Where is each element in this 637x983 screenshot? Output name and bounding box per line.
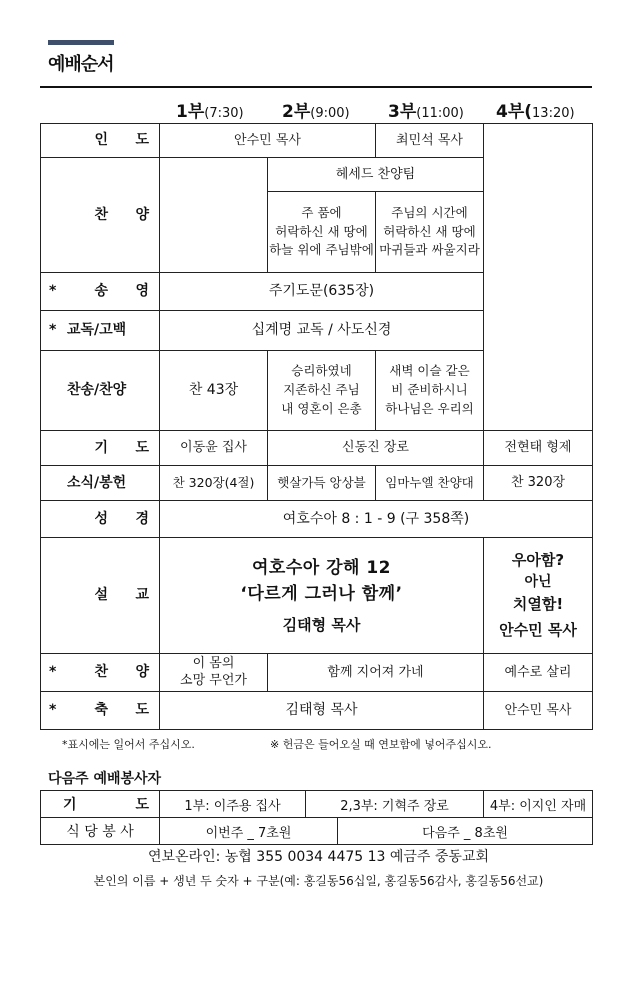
next-prayer-s1: 1부: 이주용 집사 [160, 791, 306, 818]
title-accent-bar [48, 40, 114, 45]
benediction-s4: 안수민 목사 [484, 692, 593, 730]
kitchen-this-week: 이번주 _ 7초원 [160, 818, 338, 845]
label-closing-hymn: * 찬 양 [41, 654, 160, 692]
page-title: 예배순서 [48, 54, 114, 75]
service-4-header: 4부(13:20) [496, 102, 575, 122]
worship-order-table [40, 123, 593, 730]
praise-team: 헤세드 찬양팀 [268, 158, 484, 192]
prayer-s1: 이동윤 집사 [160, 431, 268, 466]
offering-s4: 찬 320장 [484, 466, 593, 501]
scripture-value: 여호수아 8 : 1 - 9 (구 358쪽) [160, 501, 593, 538]
label-offering: 소식/봉헌 [41, 466, 160, 501]
hymn-s4-empty [484, 351, 593, 431]
row-hymn [41, 351, 593, 431]
row-scripture [41, 501, 593, 538]
row-offering [41, 466, 593, 501]
label-creed: * 교독/고백 [41, 311, 160, 351]
praise-song-s2: 주 품에 허락하신 새 땅에 하늘 위에 주님밖에 [268, 192, 376, 273]
note-stand: *표시에는 일어서 주십시오. [62, 738, 195, 751]
invocation-s3: 최민석 목사 [376, 124, 484, 158]
sermon-preacher: 김태형 목사 [282, 615, 361, 634]
prayer-s4: 전현태 형제 [484, 431, 593, 466]
sermon-title-1: 여호수아 강해 12 [251, 557, 392, 578]
offering-s2: 햇살가득 앙상블 [268, 466, 376, 501]
label-sermon: 설 교 [41, 538, 160, 654]
empty-cell-s4 [484, 124, 593, 351]
label-praise: 찬 양 [41, 158, 160, 273]
next-kitchen-row [41, 818, 593, 845]
closing-hymn-s23: 함께 지어져 가네 [268, 654, 484, 692]
row-invocation [41, 124, 593, 158]
next-week-title: 다음주 예배봉사자 [48, 771, 162, 787]
row-closing-hymn [41, 654, 593, 692]
label-invocation: 인 도 [41, 124, 160, 158]
label-doxology: * 송 영 [41, 273, 160, 311]
closing-hymn-s1: 이 몸의 소망 무언가 [160, 654, 268, 692]
service-2-header: 2부(9:00) [282, 102, 350, 122]
next-week-table [40, 790, 593, 845]
note-offering: ※ 헌금은 들어오실 때 연보함에 넣어주십시오. [270, 738, 492, 751]
praise-s1-empty [160, 158, 268, 273]
offering-s3: 임마누엘 찬양대 [376, 466, 484, 501]
hymn-s2: 승리하였네 지존하신 주님 내 영혼이 은총 [268, 351, 376, 431]
next-prayer-label: 기 도 [41, 791, 160, 818]
benediction-main: 김태형 목사 [160, 692, 484, 730]
creed-value: 십계명 교독 / 사도신경 [160, 311, 484, 351]
account-info: 연보온라인: 농협 355 0034 4475 13 예금주 중동교회 [148, 849, 489, 865]
sermon-s4: 우아함? 아닌 치열함! 안수민 목사 [484, 538, 593, 654]
prayer-s23: 신동진 장로 [268, 431, 484, 466]
row-prayer [41, 431, 593, 466]
label-scripture: 성 경 [41, 501, 160, 538]
next-prayer-s23: 2,3부: 기혁주 장로 [306, 791, 484, 818]
invocation-main: 안수민 목사 [160, 124, 376, 158]
account-instruction: 본인의 이름 + 생년 두 숫자 + 구분(예: 홍길동56십일, 홍길동56감사, 홍길동56선교) [93, 874, 544, 888]
row-sermon [41, 538, 593, 654]
service-3-header: 3부(11:00) [388, 102, 464, 122]
kitchen-label: 식 당 봉 사 [41, 818, 160, 845]
next-prayer-row [41, 791, 593, 818]
doxology-value: 주기도문(635장) [160, 273, 484, 311]
header-divider [40, 86, 592, 88]
service-1-header: 1부(7:30) [176, 102, 244, 122]
next-prayer-s4: 4부: 이지인 자매 [484, 791, 593, 818]
label-prayer: 기 도 [41, 431, 160, 466]
label-hymn: 찬송/찬양 [41, 351, 160, 431]
sermon-main [160, 538, 484, 654]
offering-s1: 찬 320장(4절) [160, 466, 268, 501]
sermon-title-2: ‘다르게 그러나 함께’ [240, 584, 403, 605]
kitchen-next-week: 다음주 _ 8초원 [338, 818, 593, 845]
praise-song-s3: 주님의 시간에 허락하신 새 땅에 마귀들과 싸울지라 [376, 192, 484, 273]
closing-hymn-s4: 예수로 살리 [484, 654, 593, 692]
hymn-s1: 찬 43장 [160, 351, 268, 431]
label-benediction: * 축 도 [41, 692, 160, 730]
row-benediction [41, 692, 593, 730]
hymn-s3: 새벽 이슬 같은 비 준비하시니 하나님은 우리의 [376, 351, 484, 431]
